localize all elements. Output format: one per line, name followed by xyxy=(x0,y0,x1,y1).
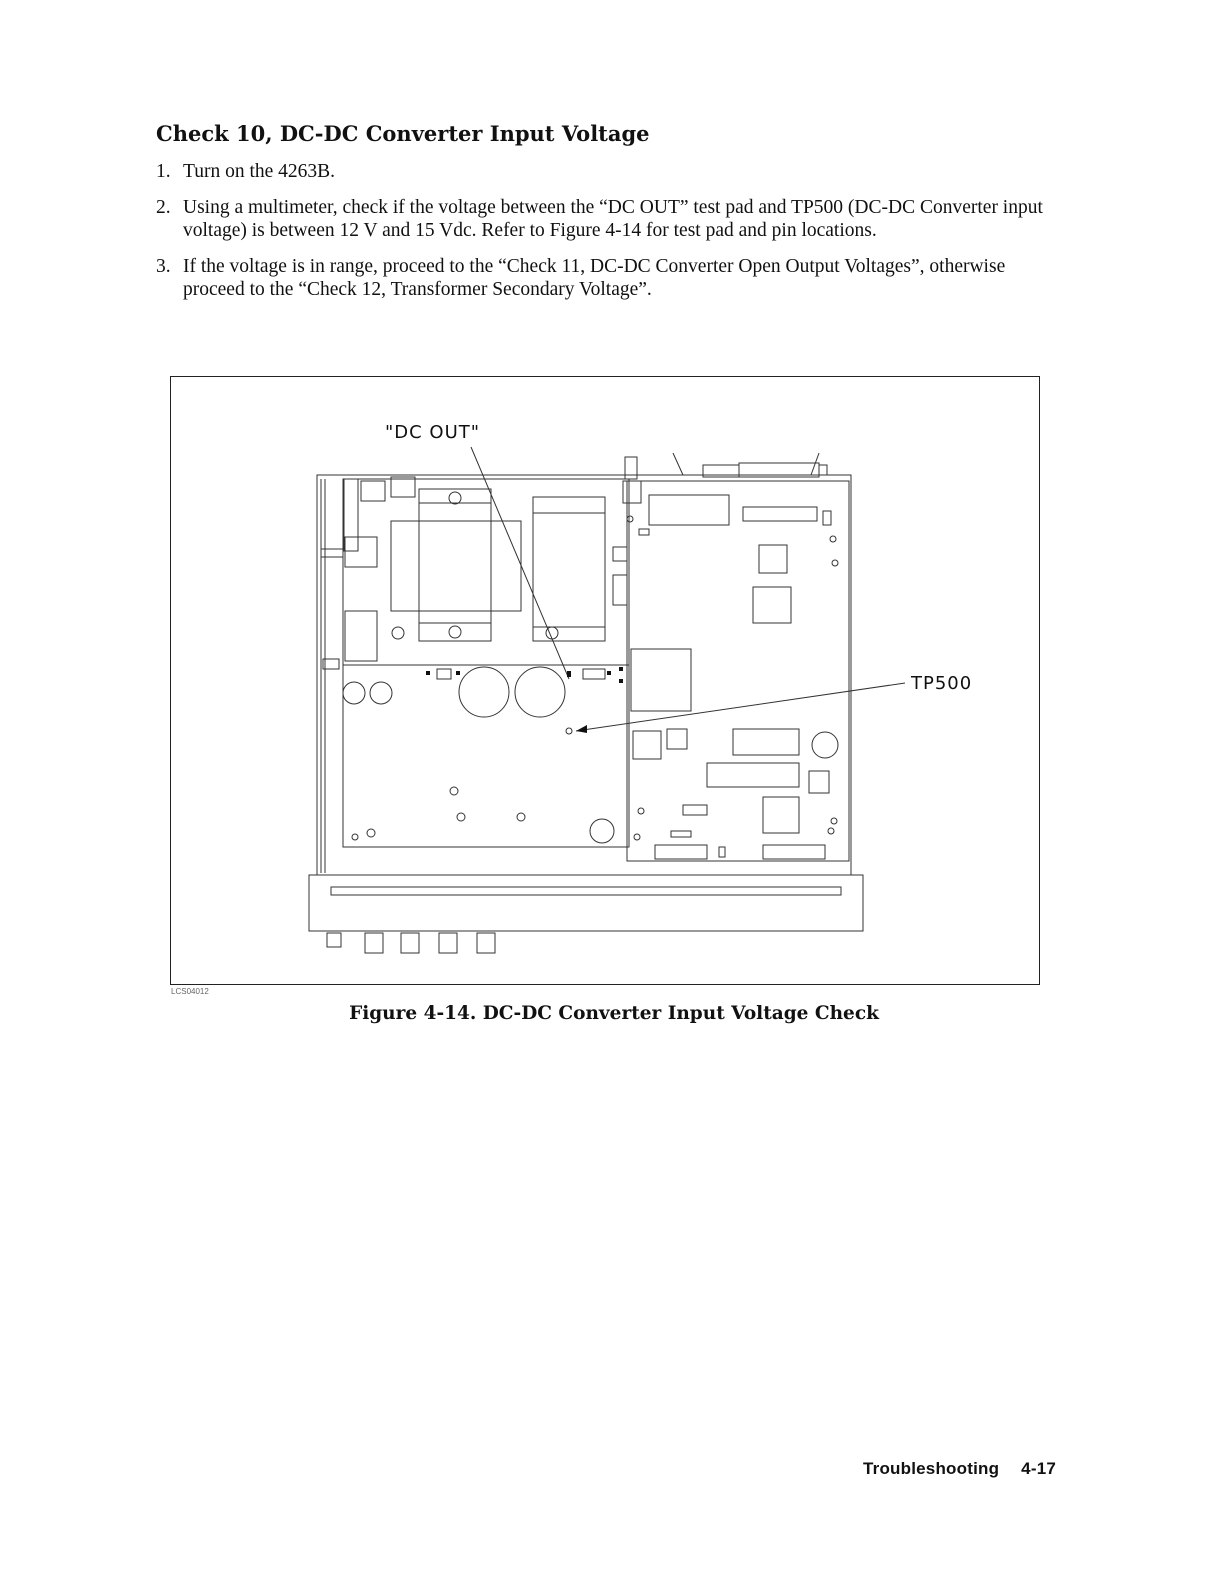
step-number: 1. xyxy=(156,161,171,182)
tp500-leader-line xyxy=(576,683,905,731)
tp500-callout: TP500 xyxy=(911,673,973,694)
step-text: If the voltage is in range, proceed to the “Check 11, DC-DC Converter Open Output Voltages”, otherwise proceed to the “Check 12, Transformer Secondary Voltage”. xyxy=(183,255,1006,300)
chassis-outline xyxy=(317,475,851,875)
step-number: 2. xyxy=(156,196,171,218)
front-panel xyxy=(309,875,863,931)
dc-out-callout: "DC OUT" xyxy=(385,422,481,443)
main-transformer xyxy=(419,489,491,641)
figure-frame xyxy=(170,376,1040,985)
procedure-step xyxy=(156,196,1056,243)
figure-caption: Figure 4-14. DC-DC Converter Input Voltage Check xyxy=(349,1003,879,1024)
page-number: 4-17 xyxy=(1021,1459,1056,1478)
step-text: Turn on the 4263B. xyxy=(183,161,336,182)
procedure-steps xyxy=(156,160,1056,314)
digital-board xyxy=(627,481,849,861)
step-number: 3. xyxy=(156,255,171,277)
step-text: Using a multimeter, check if the voltage between the “DC OUT” test pad and TP500 (DC-DC Converter input voltage) is between 12 V and 15 Vdc. Refer to Figure 4-14 for test pad and pin locations. xyxy=(183,196,1043,241)
procedure-step xyxy=(156,160,1056,184)
page-footer xyxy=(863,1459,1056,1479)
instrument-top-view-diagram xyxy=(171,377,1041,986)
dc-out-leader-line xyxy=(471,447,569,679)
footer-section: Troubleshooting xyxy=(863,1459,1000,1478)
power-supply-board xyxy=(343,479,629,665)
tp500-pad xyxy=(566,728,572,734)
figure-code: LCS04012 xyxy=(171,987,209,996)
section-heading: Check 10, DC-DC Converter Input Voltage xyxy=(156,121,650,146)
procedure-step xyxy=(156,255,1056,302)
